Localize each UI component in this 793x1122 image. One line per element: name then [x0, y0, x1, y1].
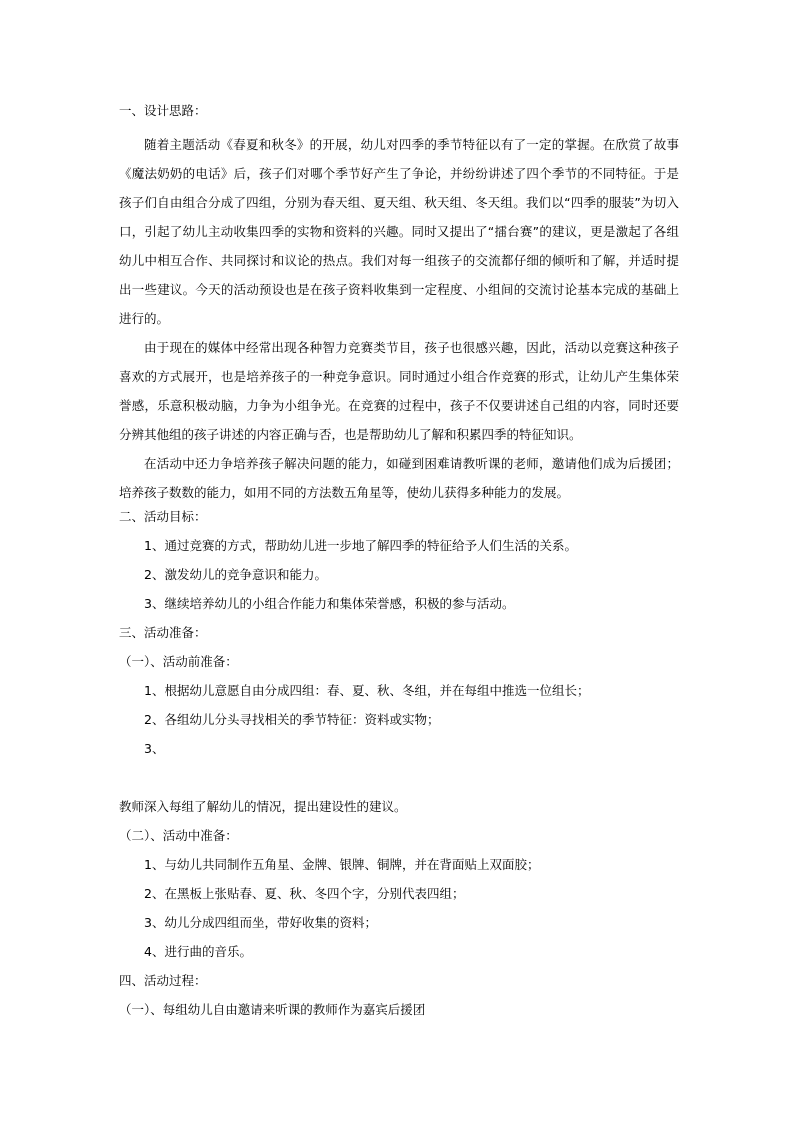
prep-item-2: 2、各组幼儿分头寻找相关的季节特征：资料或实物；	[144, 712, 440, 727]
mid-item-4: 4、进行曲的音乐。	[144, 944, 252, 959]
design-paragraph-2: 由于现在的媒体中经常出现各种智力竞赛类节目，孩子也很感兴趣，因此，活动以竞赛这种孩子喜欢的方式展开，也是培养孩子的一种竞争意识。同时通过小组合作竞赛的形式，让幼儿产生集体荣誉感，乐意积极动脑，力争为小组争光。在竞赛的过程中，孩子不仅要讲述自己组的内容，同时还要分辨其他组的孩子讲述的内容正确与否，也是帮助幼儿了解和积累四季的特征知识。	[119, 340, 679, 442]
design-paragraph-1: 随着主题活动《春夏和秋冬》的开展，幼儿对四季的季节特征以有了一定的掌握。在欣赏了故事《魔法奶奶的电话》后，孩子们对哪个季节好产生了争论，并纷纷讲述了四个季节的不同特征。于是孩子们自由组合分成了四组，分别为春天组、夏天组、秋天组、冬天组。我们以“四季的服装”为切入口，引起了幼儿主动收集四季的实物和资料的兴趣。同时又提出了“擂台赛”的建议，更是激起了各组幼儿中相互合作、共同探讨和议论的热点。我们对每一组孩子的交流都仔细的倾听和了解，并适时提出一些建议。今天的活动预设也是在孩子资料收集到一定程度、小组间的交流讨论基本完成的基础上进行的。	[119, 137, 679, 326]
section-heading-process: 四、活动过程：	[119, 973, 207, 988]
goal-item-3: 3、继续培养幼儿的小组合作能力和集体荣誉感，积极的参与活动。	[144, 596, 515, 611]
blank-line	[119, 768, 679, 797]
mid-item-3: 3、幼儿分成四组而坐，带好收集的资料；	[144, 915, 377, 930]
teacher-note: 教师深入每组了解幼儿的情况，提出建设性的建议。	[119, 799, 407, 814]
goal-item-1: 1、通过竞赛的方式，帮助幼儿进一步地了解四季的特征给予人们生活的关系。	[144, 538, 577, 553]
prep-item-1: 1、根据幼儿意愿自由分成四组：春、夏、秋、冬组，并在每组中推选一位组长；	[144, 683, 590, 698]
prep-item-3: 3、	[144, 741, 165, 756]
process-item-1: （一）、每组幼儿自由邀请来听课的教师作为嘉宾后援团	[119, 1002, 426, 1017]
subheading-before-activity: （一）、活动前准备：	[119, 654, 238, 669]
document-body	[119, 101, 679, 1029]
section-heading-design: 一、设计思路：	[119, 103, 207, 118]
mid-item-1: 1、与幼儿共同制作五角星、金牌、银牌、铜牌，并在背面贴上双面胶；	[144, 857, 540, 872]
subheading-during-activity: （二）、活动中准备：	[119, 828, 238, 843]
section-heading-goals: 二、活动目标：	[119, 509, 207, 524]
design-paragraph-3: 在活动中还力争培养孩子解决问题的能力，如碰到困难请教听课的老师，邀请他们成为后援团；培养孩子数数的能力，如用不同的方法数五角星等，使幼儿获得多种能力的发展。	[119, 456, 679, 500]
mid-item-2: 2、在黑板上张贴春、夏、秋、冬四个字，分别代表四组；	[144, 886, 465, 901]
goal-item-2: 2、激发幼儿的竞争意识和能力。	[144, 567, 327, 582]
section-heading-preparation: 三、活动准备：	[119, 625, 207, 640]
